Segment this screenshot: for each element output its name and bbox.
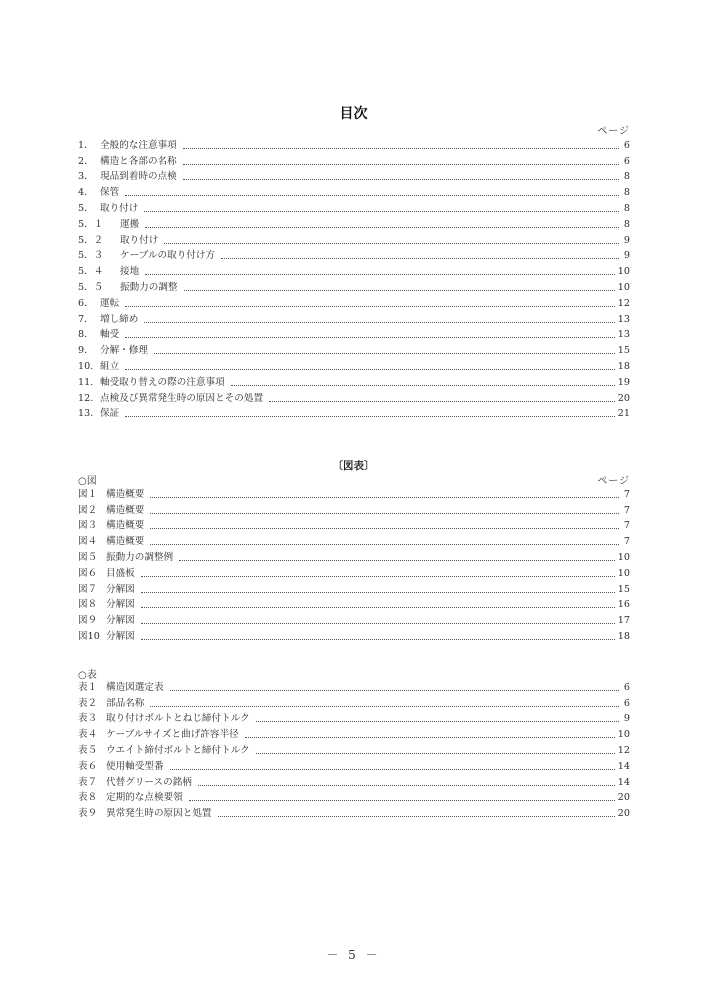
table-entry[interactable] (78, 757, 630, 773)
dot-leader (125, 195, 619, 196)
toc-entry-label: 組立 (100, 360, 120, 372)
figure-entry-number: 図７ (78, 583, 98, 595)
dot-leader (218, 816, 615, 817)
table-entry-page: 6 (623, 681, 630, 693)
toc-entry-page: 10 (617, 281, 630, 293)
figure-entry-page: 17 (617, 615, 630, 627)
toc-entry[interactable] (78, 168, 630, 184)
figure-entry-number: 図９ (78, 615, 98, 627)
toc-entry-page: 9 (623, 234, 630, 246)
table-entry-label: 部品名称 (106, 697, 145, 709)
toc-entry-label: 構造と各部の名称 (100, 155, 177, 167)
table-entry-label: 取り付けボルトとねじ締付トルク (106, 713, 250, 725)
table-entry-page: 12 (617, 744, 630, 756)
figure-entry-number: 図２ (78, 504, 98, 516)
toc-entry[interactable] (78, 341, 630, 357)
toc-entry-number: 12. (78, 392, 94, 404)
toc-entry[interactable] (78, 262, 630, 278)
table-entry-label: 代替グリースの銘柄 (106, 776, 192, 788)
dot-leader (150, 513, 619, 514)
table-entry-label: 使用軸受型番 (106, 760, 164, 772)
table-entry-number: 表３ (78, 713, 98, 725)
table-entry[interactable] (78, 725, 630, 741)
toc-entry-number: 5．３ (78, 250, 104, 262)
toc-entry[interactable] (78, 389, 630, 405)
toc-entry-label: 運搬 (120, 218, 140, 230)
toc-entry-label: ケーブルの取り付け方 (120, 250, 216, 262)
table-entry-number: 表８ (78, 792, 98, 804)
table-entry-page: 10 (617, 729, 630, 741)
figure-list (78, 485, 630, 643)
toc-entry[interactable] (78, 373, 630, 389)
dot-leader (256, 721, 619, 722)
dot-leader (125, 416, 615, 417)
toc-entry[interactable] (78, 247, 630, 263)
figure-entry[interactable] (78, 532, 630, 548)
figure-entry[interactable] (78, 517, 630, 533)
dot-leader (125, 369, 615, 370)
toc-entry-number: 5．１ (78, 218, 104, 230)
toc-entry-label: 軸受取り替えの際の注意事項 (100, 376, 225, 388)
figure-entry-number: 図３ (78, 520, 98, 532)
toc-entry-label: 保管 (100, 187, 120, 199)
figure-entry-label: 分解図 (106, 599, 135, 611)
toc-entry-page: 6 (623, 139, 630, 151)
dot-leader (183, 164, 619, 165)
dot-leader (150, 706, 619, 707)
figure-entry[interactable] (78, 501, 630, 517)
toc-entry[interactable] (78, 294, 630, 310)
figure-entry-label: 構造概要 (106, 520, 145, 532)
toc-entry-page: 8 (623, 202, 630, 214)
figure-entry-page: 10 (617, 567, 630, 579)
figures-section-title: 〔図表〕 (332, 460, 375, 472)
dot-leader (150, 528, 619, 529)
figure-entry-page: 7 (623, 536, 630, 548)
table-entry-number: 表９ (78, 808, 98, 820)
figure-entry-number: 図１ (78, 488, 98, 500)
table-entry-page: 14 (617, 760, 630, 772)
toc-entry-number: 9． (78, 345, 94, 357)
toc-entry-label: 全般的な注意事項 (100, 139, 177, 151)
dot-leader (231, 385, 615, 386)
toc-entry-page: 18 (617, 360, 630, 372)
table-entry-page: 9 (623, 713, 630, 725)
toc-entry-page: 15 (617, 345, 630, 357)
toc-entry-number: 5．５ (78, 281, 104, 293)
figure-entry[interactable] (78, 548, 630, 564)
toc-list (78, 136, 630, 420)
toc-entry-number: 8． (78, 329, 94, 341)
dot-leader (125, 337, 615, 338)
figure-entry[interactable] (78, 627, 630, 643)
table-entry[interactable] (78, 710, 630, 726)
toc-entry-page: 13 (617, 329, 630, 341)
toc-entry-page: 12 (617, 297, 630, 309)
toc-entry[interactable] (78, 231, 630, 247)
figure-entry-number: 図６ (78, 567, 98, 579)
figure-entry-label: 目盛板 (106, 567, 135, 579)
dot-leader (144, 322, 614, 323)
table-entry-number: 表４ (78, 729, 98, 741)
toc-entry-number: 4． (78, 187, 94, 199)
table-entry-page: 6 (623, 697, 630, 709)
table-entry-label: ケーブルサイズと曲げ許容半径 (106, 729, 239, 741)
toc-entry[interactable] (78, 405, 630, 421)
figure-entry-page: 7 (623, 520, 630, 532)
toc-entry-label: 点検及び異常発生時の原因とその処置 (100, 392, 264, 404)
toc-entry[interactable] (78, 326, 630, 342)
dot-leader (144, 211, 619, 212)
figure-entry-label: 分解図 (106, 615, 135, 627)
table-entry[interactable] (78, 804, 630, 820)
figures-group-label: ○図 (78, 476, 97, 487)
toc-entry-number: 1． (78, 139, 94, 151)
figure-entry-number: 図10 (78, 630, 100, 642)
toc-entry-page: 8 (623, 171, 630, 183)
toc-entry-page: 10 (617, 266, 630, 278)
toc-entry-number: 5．４ (78, 266, 104, 278)
table-entry-page: 20 (617, 792, 630, 804)
toc-entry-label: 取り付け (120, 234, 159, 246)
toc-entry[interactable] (78, 357, 630, 373)
table-entry-page: 14 (617, 776, 630, 788)
page-number: － 5 － (326, 948, 381, 962)
figure-entry[interactable] (78, 485, 630, 501)
figure-entry-page: 7 (623, 504, 630, 516)
figure-entry[interactable] (78, 580, 630, 596)
toc-entry[interactable] (78, 183, 630, 199)
toc-entry[interactable] (78, 152, 630, 168)
figure-entry-label: 分解図 (106, 630, 135, 642)
dot-leader (245, 737, 615, 738)
toc-entry-page: 6 (623, 155, 630, 167)
dot-leader (189, 800, 615, 801)
figure-entry-label: 振動力の調整例 (106, 551, 174, 563)
toc-entry-label: 現品到着時の点検 (100, 171, 177, 183)
table-entry[interactable] (78, 741, 630, 757)
dot-leader (141, 592, 615, 593)
dot-leader (170, 769, 615, 770)
table-entry-number: 表５ (78, 744, 98, 756)
figure-entry-page: 16 (617, 599, 630, 611)
dot-leader (141, 607, 615, 608)
dot-leader (183, 179, 619, 180)
toc-entry-page: 19 (617, 376, 630, 388)
table-entry-number: 表７ (78, 776, 98, 788)
table-list (78, 678, 630, 820)
figure-entry-label: 構造概要 (106, 488, 145, 500)
table-entry-number: 表１ (78, 681, 98, 693)
dot-leader (145, 227, 619, 228)
toc-entry-page: 8 (623, 187, 630, 199)
figure-entry-label: 構造概要 (106, 504, 145, 516)
dot-leader (154, 353, 615, 354)
figure-entry-page: 15 (617, 583, 630, 595)
dot-leader (125, 306, 615, 307)
figure-entry[interactable] (78, 564, 630, 580)
page-title: 目次 (339, 106, 368, 122)
toc-entry[interactable] (78, 215, 630, 231)
table-entry-label: 定期的な点検要領 (106, 792, 183, 804)
figure-entry-label: 構造概要 (106, 536, 145, 548)
toc-entry-number: 2． (78, 155, 94, 167)
dot-leader (183, 148, 619, 149)
toc-entry-number: 5． (78, 202, 94, 214)
table-entry[interactable] (78, 678, 630, 694)
table-entry-page: 20 (617, 808, 630, 820)
toc-entry-page: 9 (623, 250, 630, 262)
toc-page-column-header: ページ (597, 126, 630, 137)
toc-entry-label: 取り付け (100, 202, 139, 214)
table-entry-number: 表６ (78, 760, 98, 772)
toc-entry[interactable] (78, 136, 630, 152)
dot-leader (164, 243, 619, 244)
toc-entry-label: 接地 (120, 266, 140, 278)
toc-entry-label: 振動力の調整 (120, 281, 178, 293)
dot-leader (145, 274, 615, 275)
dot-leader (141, 576, 615, 577)
dot-leader (221, 258, 619, 259)
toc-entry-number: 11. (78, 376, 94, 388)
toc-entry-label: 運転 (100, 297, 120, 309)
toc-entry[interactable] (78, 199, 630, 215)
toc-entry[interactable] (78, 310, 630, 326)
toc-entry-page: 20 (617, 392, 630, 404)
dot-leader (198, 785, 615, 786)
toc-entry-label: 保証 (100, 408, 120, 420)
toc-entry-label: 分解・修理 (100, 345, 148, 357)
toc-entry-page: 21 (617, 408, 630, 420)
dot-leader (184, 290, 615, 291)
table-entry[interactable] (78, 789, 630, 805)
figure-entry-page: 10 (617, 551, 630, 563)
figure-entry-page: 7 (623, 488, 630, 500)
toc-entry-page: 8 (623, 218, 630, 230)
toc-entry-label: 増し締め (100, 313, 139, 325)
table-entry-label: 構造図選定表 (106, 681, 164, 693)
toc-entry-number: 10. (78, 360, 94, 372)
tables-group-label: ○表 (78, 670, 97, 681)
dot-leader (269, 401, 615, 402)
toc-entry-page: 13 (617, 313, 630, 325)
figures-page-column-header: ページ (597, 476, 630, 487)
table-entry-number: 表２ (78, 697, 98, 709)
table-entry[interactable] (78, 694, 630, 710)
table-entry-label: 異常発生時の原因と処置 (106, 808, 212, 820)
figure-entry[interactable] (78, 596, 630, 612)
toc-entry-number: 7． (78, 313, 94, 325)
toc-entry-label: 軸受 (100, 329, 120, 341)
dot-leader (141, 623, 615, 624)
table-entry[interactable] (78, 773, 630, 789)
figure-entry[interactable] (78, 611, 630, 627)
figure-entry-number: 図５ (78, 551, 98, 563)
dot-leader (179, 560, 615, 561)
figure-entry-number: 図４ (78, 536, 98, 548)
figure-entry-label: 分解図 (106, 583, 135, 595)
dot-leader (150, 544, 619, 545)
figure-entry-page: 18 (617, 630, 630, 642)
toc-entry-number: 5．２ (78, 234, 104, 246)
toc-entry-number: 13. (78, 408, 94, 420)
toc-entry[interactable] (78, 278, 630, 294)
toc-entry-number: 3． (78, 171, 94, 183)
toc-entry-number: 6． (78, 297, 94, 309)
dot-leader (170, 690, 619, 691)
dot-leader (141, 639, 615, 640)
dot-leader (256, 753, 615, 754)
table-entry-label: ウエイト締付ボルトと締付トルク (106, 744, 250, 756)
dot-leader (150, 497, 619, 498)
figure-entry-number: 図８ (78, 599, 98, 611)
